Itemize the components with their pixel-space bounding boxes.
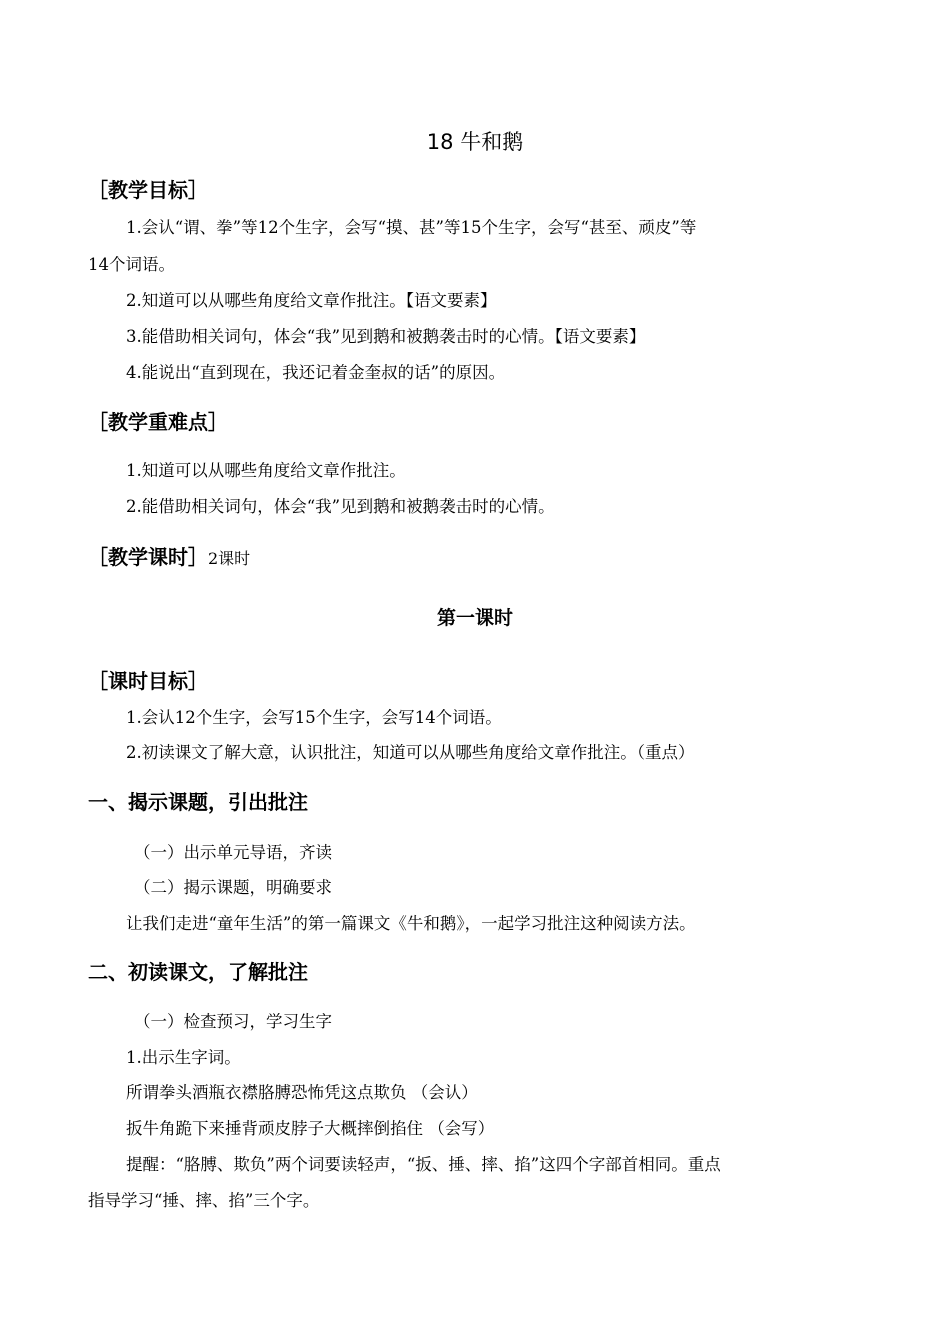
section-2-step-1: （一）检查预习，学习生字 xyxy=(134,1012,332,1031)
lesson-goal-2: 2.初读课文了解大意，认识批注，知道可以从哪些角度给文章作批注。（重点） xyxy=(126,743,695,762)
tip-line-1: 提醒：“胳膊、欺负”两个词要读轻声，“扳、捶、摔、掐”这四个字部首相同。重点 xyxy=(126,1155,721,1174)
key-point-1: 1.知道可以从哪些角度给文章作批注。 xyxy=(126,461,406,480)
key-points-heading: ［教学重难点］ xyxy=(88,410,228,434)
section-2-heading: 二、初读课文，了解批注 xyxy=(88,960,308,984)
lesson-goals-heading: ［课时目标］ xyxy=(88,669,208,693)
section-1-text: 让我们走进“童年生活”的第一篇课文《牛和鹅》，一起学习批注这种阅读方法。 xyxy=(126,914,696,933)
recognize-characters: 所谓拳头酒瓶衣襟胳膊恐怖凭这点欺负 （会认） xyxy=(126,1083,478,1102)
objective-1-line-2: 14个词语。 xyxy=(88,255,175,274)
section-1-heading: 一、揭示课题，引出批注 xyxy=(88,790,308,814)
class-hours-value: 2课时 xyxy=(208,549,251,568)
lesson-goal-1: 1.会认12个生字，会写15个生字，会写14个词语。 xyxy=(126,708,502,727)
section-2-item-1: 1.出示生字词。 xyxy=(126,1048,241,1067)
class-hours-heading xyxy=(88,543,250,573)
tip-line-2: 指导学习“捶、摔、掐”三个字。 xyxy=(88,1191,320,1210)
section-1-step-2: （二）揭示课题，明确要求 xyxy=(134,878,332,897)
objectives-heading: ［教学目标］ xyxy=(88,178,208,202)
lesson-1-heading: 第一课时 xyxy=(436,607,513,629)
class-hours-label: ［教学课时］ xyxy=(88,545,208,569)
lesson-title: 18 牛和鹅 xyxy=(426,130,524,154)
objective-3: 3.能借助相关词句，体会“我”见到鹅和被鹅袭击时的心情。【语文要素】 xyxy=(126,327,646,346)
objective-2: 2.知道可以从哪些角度给文章作批注。【语文要素】 xyxy=(126,291,497,310)
write-characters: 扳牛角跪下来捶背顽皮脖子大概摔倒掐住 （会写） xyxy=(126,1119,495,1138)
objective-1-line-1: 1.会认“谓、拳”等12个生字，会写“摸、甚”等15个生字，会写“甚至、顽皮”等 xyxy=(126,218,697,237)
objective-4: 4.能说出“直到现在，我还记着金奎叔的话”的原因。 xyxy=(126,363,506,382)
section-1-step-1: （一）出示单元导语，齐读 xyxy=(134,843,332,862)
key-point-2: 2.能借助相关词句，体会“我”见到鹅和被鹅袭击时的心情。 xyxy=(126,497,555,516)
